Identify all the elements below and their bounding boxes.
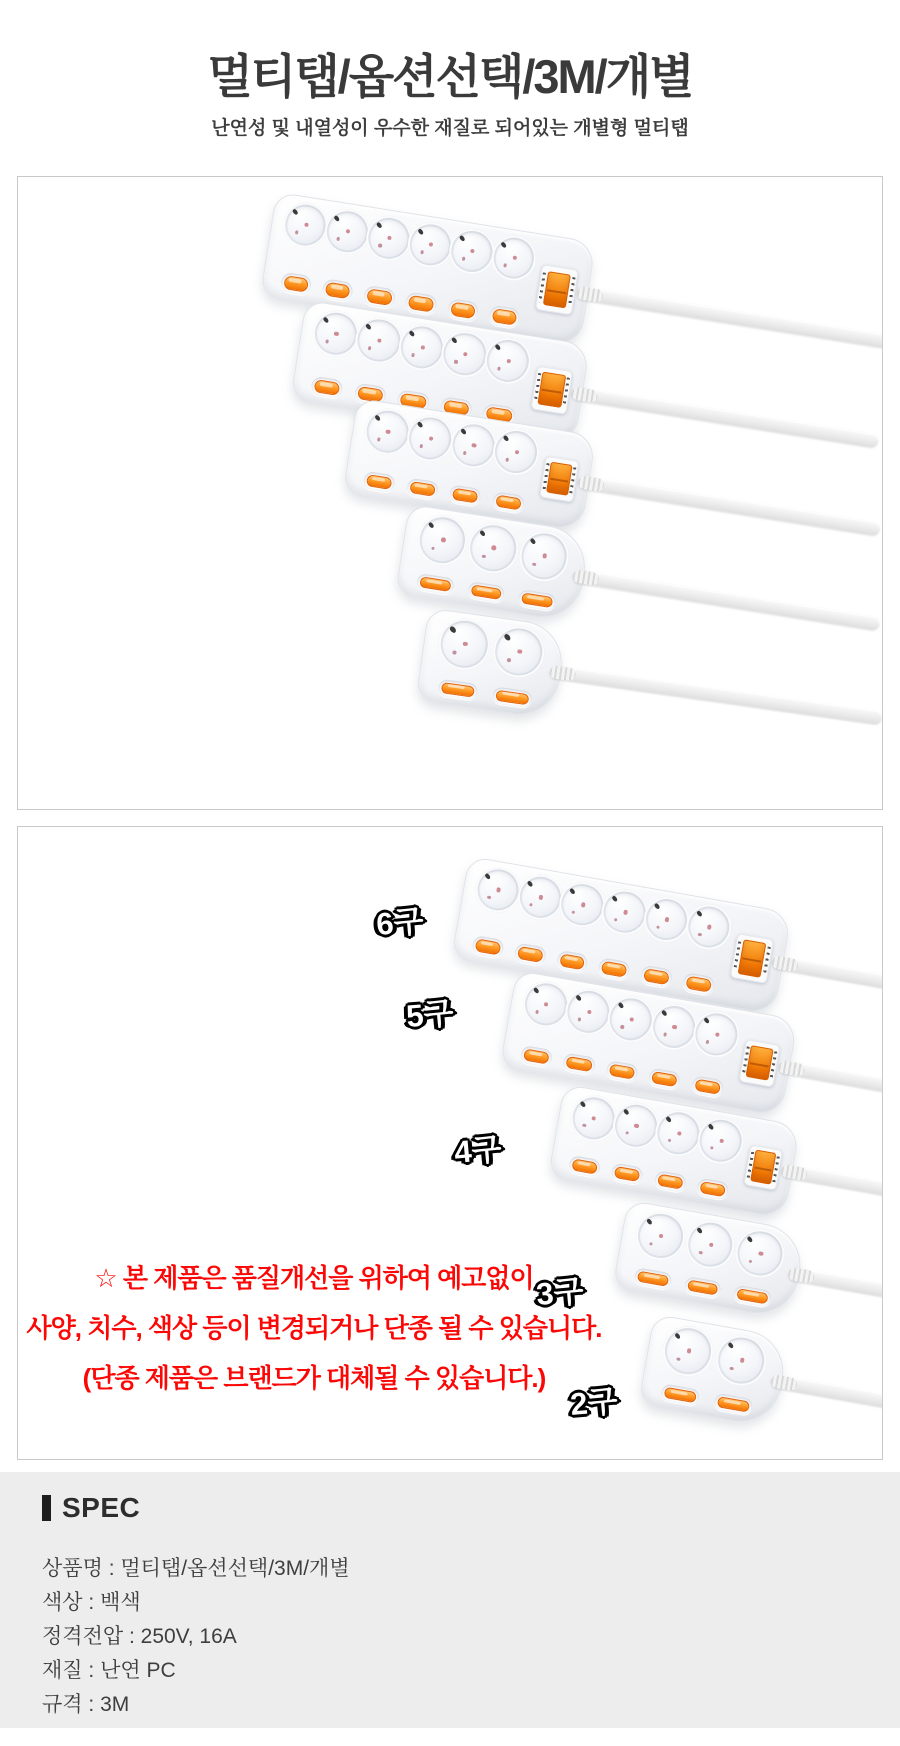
- outlet-pin-hole: [729, 1366, 733, 1370]
- outlet-pin-hole: [749, 1260, 753, 1264]
- individual-switch-icon: [408, 295, 434, 312]
- outlet-pin-hole: [676, 1357, 680, 1361]
- switch-recess: [517, 589, 556, 612]
- main-power-switch-icon: [743, 1144, 783, 1190]
- outlet-pin-hole: [668, 1139, 672, 1143]
- individual-switch-icon: [366, 474, 393, 490]
- switch-recess: [691, 1075, 725, 1099]
- individual-switch-icon: [314, 379, 341, 396]
- outlet-socket-icon: [632, 1208, 688, 1264]
- outlet-socket-icon: [414, 512, 471, 569]
- outlet-pin-hole: [625, 1131, 629, 1135]
- outlet-row: [639, 1315, 789, 1427]
- outlet-pin-hole: [503, 264, 507, 268]
- individual-switch-icon: [643, 968, 670, 985]
- size-label-5gu: 5구: [404, 994, 455, 1034]
- individual-switch-icon: [601, 960, 628, 977]
- power-strip-2-outlet: [415, 607, 567, 720]
- outlet-pin-hole: [532, 562, 536, 566]
- switch-recess: [605, 1060, 639, 1084]
- spec-rows: [42, 1552, 350, 1722]
- outlet-socket-icon: [690, 1008, 743, 1061]
- switch-recess: [648, 1067, 682, 1091]
- main-switch-rocker: [737, 940, 766, 978]
- size-label-4gu: 4구: [452, 1130, 503, 1170]
- outlet-pin-hole: [578, 1018, 582, 1022]
- power-cord: [771, 955, 883, 989]
- individual-switch-icon: [495, 689, 530, 705]
- outlet-pin-hole: [462, 257, 466, 261]
- outlet-socket-icon: [683, 901, 736, 954]
- individual-switch-icon: [614, 1166, 641, 1182]
- spec-heading-bar-icon: [42, 1495, 51, 1521]
- individual-switch-icon: [450, 302, 476, 319]
- power-cord: [780, 1163, 883, 1196]
- outlet-socket-icon: [490, 623, 547, 680]
- spec-row: 정격전압 : 250V, 16A: [42, 1625, 237, 1648]
- individual-switch-icon: [609, 1063, 636, 1080]
- spec-row: 규격 : 3M: [42, 1693, 130, 1716]
- spec-heading: [42, 1492, 140, 1524]
- main-switch-rocker: [746, 1045, 774, 1081]
- outlet-pin-hole: [453, 651, 457, 655]
- outlet-pin-hole: [649, 1242, 653, 1246]
- individual-switch-icon: [523, 1048, 550, 1065]
- outlet-socket-icon: [682, 1217, 738, 1273]
- outlet-pin-hole: [529, 903, 533, 907]
- switch-recess: [733, 1285, 772, 1308]
- outlet-pin-hole: [614, 918, 618, 922]
- individual-switch-icon: [419, 576, 451, 592]
- individual-switch-icon: [651, 1071, 678, 1088]
- switch-recess: [633, 1267, 672, 1290]
- individual-switch-icon: [475, 938, 502, 955]
- outlet-socket-icon: [713, 1332, 770, 1389]
- switch-recess: [405, 477, 439, 500]
- switch-recess: [640, 964, 674, 988]
- switch-recess: [683, 1276, 722, 1299]
- main-power-switch-icon: [539, 455, 579, 502]
- outlet-pin-hole: [505, 458, 509, 462]
- individual-switch-icon: [571, 1159, 598, 1175]
- spec-row: 색상 : 백색: [42, 1591, 141, 1614]
- main-power-switch-icon: [535, 264, 579, 315]
- outlet-pin-hole: [507, 658, 511, 662]
- outlet-pin-hole: [572, 910, 576, 914]
- power-cord: [549, 665, 883, 724]
- outlet-pin-hole: [699, 1251, 703, 1255]
- individual-switch-icon: [657, 1174, 684, 1190]
- switch-recess: [598, 957, 632, 981]
- switch-recess: [363, 285, 396, 309]
- outlet-pin-hole: [420, 250, 424, 254]
- individual-switch-icon: [685, 975, 712, 992]
- outlet-socket-icon: [482, 335, 535, 388]
- outlet-socket-icon: [490, 426, 543, 479]
- outlet-pin-hole: [463, 451, 467, 455]
- outlet-pin-hole: [368, 346, 372, 350]
- outlet-pin-hole: [663, 1033, 667, 1037]
- main-switch-rocker: [750, 1150, 776, 1184]
- main-power-switch-icon: [739, 1039, 781, 1087]
- notice-line: 사양, 치수, 색상 등이 변경되거나 단종 될 수 있습니다.: [26, 1313, 602, 1343]
- power-cord: [571, 386, 879, 447]
- switch-recess: [562, 1052, 596, 1076]
- individual-switch-icon: [491, 308, 517, 325]
- outlet-pin-hole: [482, 554, 486, 558]
- outlet-pin-hole: [337, 237, 341, 241]
- outlet-socket-icon: [732, 1226, 788, 1282]
- individual-switch-icon: [521, 592, 553, 608]
- switch-recess: [437, 678, 479, 701]
- spec-section: [0, 1472, 900, 1728]
- page-subtitle: 난연성 및 내열성이 우수한 재질로 되어있는 개별형 멀티탭: [211, 118, 689, 139]
- outlet-socket-icon: [465, 520, 522, 577]
- size-label-2gu: 2구: [568, 1382, 619, 1422]
- power-cord: [576, 286, 883, 350]
- switch-recess: [280, 272, 313, 296]
- switch-recess: [682, 972, 716, 996]
- size-label-6gu: 6구: [374, 902, 425, 942]
- switch-recess: [568, 1155, 602, 1178]
- switch-recess: [488, 305, 521, 329]
- main-power-switch-icon: [531, 365, 573, 414]
- individual-switch-icon: [687, 1280, 719, 1296]
- individual-switch-icon: [495, 495, 522, 511]
- power-cord: [770, 1374, 883, 1410]
- individual-switch-icon: [566, 1056, 593, 1073]
- switch-recess: [653, 1170, 687, 1193]
- outlet-pin-hole: [620, 1025, 624, 1029]
- outlet-socket-icon: [516, 528, 573, 585]
- power-strip-3-outlet-photo: [612, 1200, 807, 1320]
- individual-switch-icon: [470, 584, 502, 600]
- main-switch-rocker: [538, 371, 566, 408]
- main-power-switch-icon: [730, 933, 774, 984]
- outlet-pin-hole: [325, 340, 329, 344]
- outlet-pin-hole: [535, 1010, 539, 1014]
- outlet-pin-hole: [582, 1124, 586, 1128]
- outlet-pin-hole: [454, 360, 458, 364]
- outlet-pin-hole: [378, 244, 382, 248]
- individual-switch-icon: [559, 953, 586, 970]
- quality-notice: [24, 1253, 604, 1403]
- individual-switch-icon: [716, 1396, 750, 1413]
- notice-line: ☆ 본 제품은 품질개선을 위하여 예고없이: [94, 1263, 534, 1293]
- outlet-pin-hole: [295, 231, 299, 235]
- switch-recess: [555, 949, 589, 973]
- individual-switch-icon: [452, 488, 479, 504]
- switch-recess: [405, 292, 438, 316]
- outlet-pin-hole: [706, 1040, 710, 1044]
- switch-recess: [491, 491, 525, 514]
- outlet-unit: [483, 618, 550, 717]
- outlet-row: [613, 1201, 806, 1319]
- page-title: 멀티탭/옵션선택/3M/개별: [207, 50, 693, 103]
- individual-switch-icon: [366, 289, 392, 306]
- outlet-pin-hole: [710, 1146, 714, 1150]
- size-label-3gu: 3구: [534, 1272, 585, 1312]
- switch-recess: [467, 581, 506, 604]
- product-gallery-top: [17, 176, 883, 810]
- switch-recess: [471, 935, 505, 959]
- outlet-pin-hole: [698, 933, 702, 937]
- individual-switch-icon: [637, 1271, 669, 1287]
- switch-recess: [448, 484, 482, 507]
- power-strip-2-outlet-photo: [638, 1314, 790, 1429]
- outlet-pin-hole: [420, 444, 424, 448]
- individual-switch-icon: [409, 481, 436, 497]
- individual-switch-icon: [283, 275, 309, 292]
- switch-recess: [416, 573, 455, 596]
- power-cord: [778, 1059, 883, 1092]
- switch-recess: [611, 1163, 645, 1186]
- outlet-socket-icon: [436, 616, 493, 673]
- main-switch-rocker: [542, 271, 571, 309]
- spec-row: 상품명 : 멀티탭/옵션선택/3M/개별: [42, 1557, 350, 1580]
- main-switch-rocker: [546, 461, 572, 496]
- notice-line: (단종 제품은 브랜드가 대체될 수 있습니다.): [82, 1363, 546, 1393]
- outlet-pin-hole: [377, 438, 381, 442]
- switch-recess: [363, 471, 397, 494]
- product-gallery-labeled: [17, 826, 883, 1460]
- switch-recess: [513, 942, 547, 966]
- individual-switch-icon: [737, 1289, 769, 1305]
- outlet-row: [417, 609, 566, 719]
- outlet-socket-icon: [695, 1114, 748, 1167]
- individual-switch-icon: [663, 1387, 697, 1404]
- switch-recess: [446, 298, 479, 322]
- switch-recess: [321, 278, 354, 302]
- switch-recess: [520, 1045, 554, 1069]
- individual-switch-icon: [517, 945, 544, 962]
- outlet-pin-hole: [487, 896, 491, 900]
- power-cord: [577, 475, 880, 536]
- outlet-socket-icon: [659, 1322, 716, 1379]
- outlet-pin-hole: [656, 925, 660, 929]
- individual-switch-icon: [325, 282, 351, 299]
- power-cord: [787, 1267, 883, 1300]
- switch-recess: [492, 686, 534, 709]
- spec-row: 재질 : 난연 PC: [42, 1659, 176, 1682]
- switch-recess: [310, 376, 344, 399]
- outlet-pin-hole: [431, 546, 435, 550]
- outlet-pin-hole: [411, 353, 415, 357]
- outlet-socket-icon: [488, 232, 539, 283]
- switch-recess: [696, 1178, 730, 1201]
- individual-switch-icon: [440, 682, 475, 698]
- outlet-pin-hole: [497, 367, 501, 371]
- spec-heading-label: SPEC: [62, 1492, 141, 1523]
- switch-recess: [660, 1383, 701, 1407]
- power-cord: [572, 569, 880, 630]
- individual-switch-icon: [699, 1181, 726, 1197]
- individual-switch-icon: [694, 1078, 721, 1095]
- switch-recess: [713, 1393, 754, 1417]
